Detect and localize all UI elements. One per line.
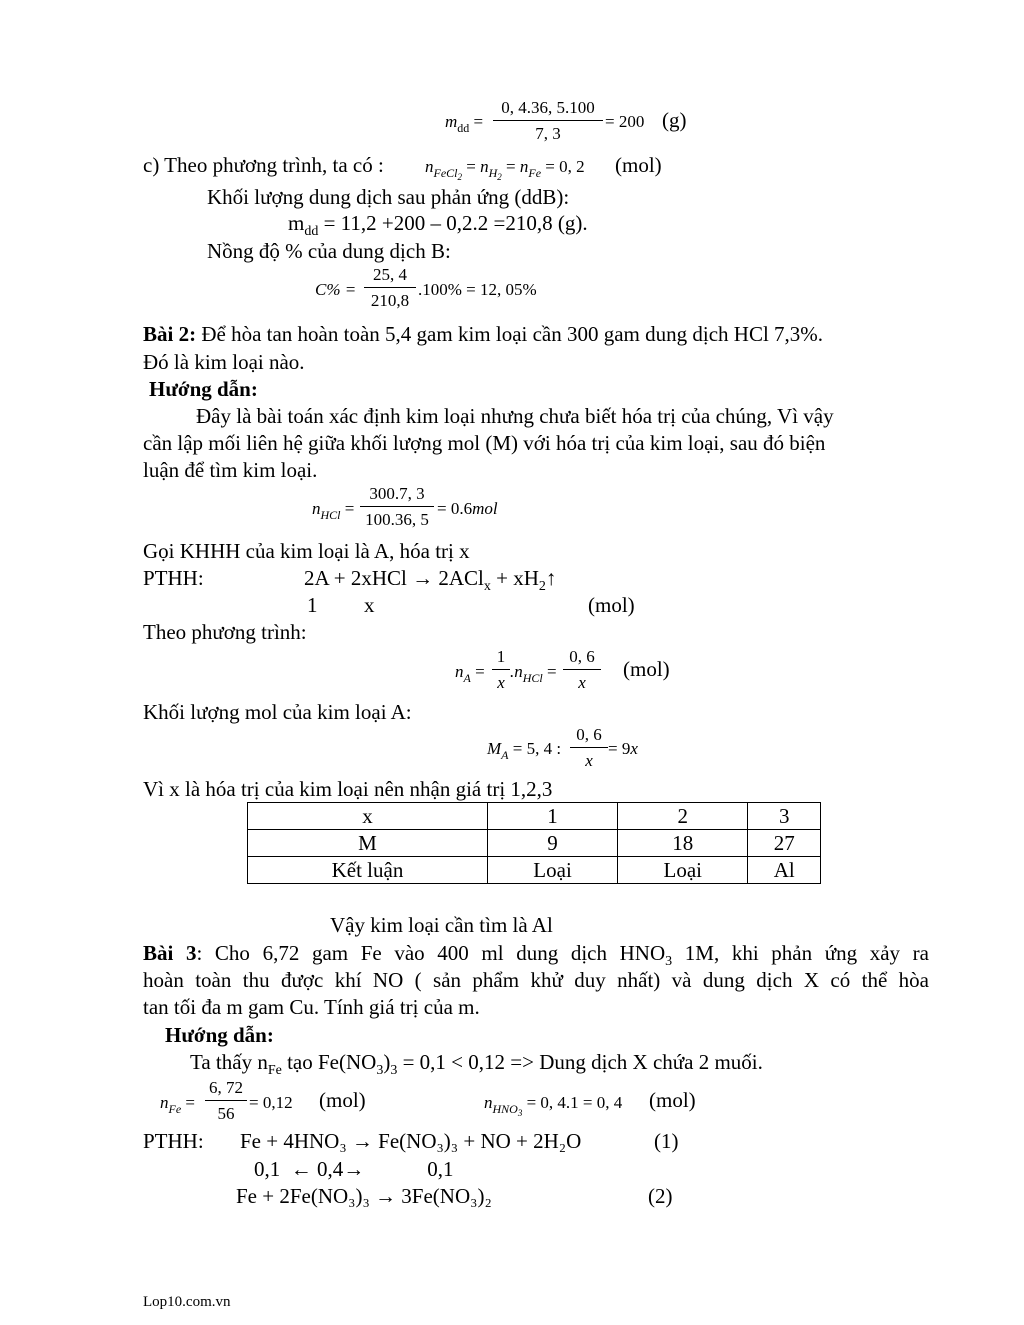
reaction-1-values: 0,1 ← 0,4→ 0,1 (254, 1157, 454, 1181)
ratio-x: x (364, 593, 375, 617)
nhcl-lhs: $n_{HCl}$ = (312, 499, 355, 522)
valence-table (247, 802, 821, 884)
table-cell: 9 (487, 830, 617, 857)
reaction-2-number: (2) (648, 1184, 673, 1208)
na-lhs: $n_A$ = (455, 662, 485, 685)
table-cell: Loại (618, 857, 748, 884)
bai3-line2: hoàn toàn thu được khí NO ( sản phẩm khử duy nhất) và dung dịch X có thể hòa (143, 968, 929, 992)
table-cell: 18 (618, 830, 748, 857)
table-cell: Al (748, 857, 821, 884)
conc-label: Nồng độ % của dung dịch B: (207, 239, 451, 263)
nhno3-lhs: $n_{HNO_3} = 0$, 4.1 = 0, 4 (484, 1093, 623, 1118)
table-row (248, 803, 821, 830)
conc-lhs: C% = (315, 280, 357, 299)
table-cell: x (248, 803, 488, 830)
bai2-para-line3: luận để tìm kim loại. (143, 458, 318, 482)
nfe-rhs: = 0,12 (249, 1093, 293, 1112)
nhno3-unit: (mol) (649, 1088, 696, 1112)
bai2-problem-line2: Đó là kim loại nào. (143, 350, 305, 374)
ratio-unit: (mol) (588, 593, 635, 617)
ratio-1: 1 (307, 593, 318, 617)
bai3-line3: tan tối đa m gam Cu. Tính giá trị của m. (143, 995, 480, 1019)
bai2-molar-label: Khối lượng mol của kim loại A: (143, 700, 412, 724)
bai2-para-line2: cần lập mối liên hệ giữa khối lượng mol (M) với hóa trị của kim loại, sau đó biện (143, 431, 826, 455)
na-mid: $.n_{HCl}$ = (510, 662, 557, 685)
table-cell: M (248, 830, 488, 857)
bai3-note: Ta thấy $n_{Fe}$ tạo $Fe(NO_3)_3 = 0,1 < 0,12$ => Dung dịch X chứa 2 muối. (190, 1050, 763, 1079)
table-cell: 2 (618, 803, 748, 830)
bai2-theo: Theo phương trình: (143, 620, 307, 644)
reaction-1-number: (1) (654, 1129, 679, 1153)
bai3-ptth-label: PTHH: (143, 1129, 204, 1153)
mass-line: $m_{dd} = 11,2 +200 - 0,2.2 =210,8$ (g). (288, 211, 588, 240)
mdd-lhs: $m_{dd}$ = (445, 112, 484, 135)
nfe-lhs: $n_{Fe}$ = (160, 1093, 195, 1116)
na-fraction1: $\frac{1}{x}$ (492, 648, 510, 691)
table-cell: 1 (487, 803, 617, 830)
na-fraction2: $\frac{0, 6}{x}$ (563, 648, 601, 691)
mdd-fraction: $\frac{0, 4.36, 5.100}{7, 3}$ (493, 99, 603, 142)
mass-label: Khối lượng dung dịch sau phản ứng (ddB): (207, 185, 570, 209)
nhcl-fraction: $\frac{300.7, 3}{100.36, 5}$ (360, 485, 434, 528)
part-c-n-equation: $n_{FeCl_2} = n_{H_2} = n_{Fe} = 0$, 2 (425, 157, 585, 182)
part-c-unit: (mol) (615, 153, 662, 177)
nfe-fraction: $\frac{6, 72}{56}$ (205, 1079, 247, 1122)
part-c-intro: c) Theo phương trình, ta có : (143, 153, 384, 177)
table-cell: 27 (748, 830, 821, 857)
conc-rhs: .100% = 12, 05% (418, 280, 537, 299)
bai2-conclusion: Vậy kim loại cần tìm là Al (330, 913, 553, 937)
table-cell: Loại (487, 857, 617, 884)
reaction-2: Fe + 2Fe(NO₃)₃ → 3Fe(NO₃)₂ (236, 1184, 492, 1208)
bai2-valence: Vì x là hóa trị của kim loại nên nhận giá trị 1,2,3 (143, 777, 553, 801)
bai2-para-line1: Đây là bài toán xác định kim loại nhưng chưa biết hóa trị của chúng, Vì vậy (196, 404, 834, 428)
nhcl-rhs: = 0.6mol (437, 499, 498, 518)
mdd-rhs: = 200 (605, 112, 645, 131)
table-row (248, 830, 821, 857)
ma-rhs: = 9x (608, 739, 638, 758)
ma-lhs: $M_A = 5$, 4 : (487, 739, 562, 762)
reaction-1: Fe + 4HNO₃ → Fe(NO₃)₃ + NO + 2H₂O (240, 1129, 582, 1153)
bai3-line1: Bài 3: Cho 6,72 gam Fe vào 400 ml dung dịch $HNO_3$ 1M, khi phản ứng xảy ra (143, 941, 929, 970)
conc-fraction: $\frac{25, 4}{210,8}$ (364, 266, 416, 309)
table-cell: Kết luận (248, 857, 488, 884)
bai2-call: Gọi KHHH của kim loại là A, hóa trị x (143, 539, 470, 563)
bai2-ptth-equation: 2A + 2xHCl → $2ACl_x + xH_2↑$ (304, 566, 557, 595)
nfe-unit: (mol) (319, 1088, 366, 1112)
bai3-guide: Hướng dẫn: (165, 1023, 274, 1047)
footer-site: Lop10.com.vn (143, 1294, 231, 1310)
na-unit: (mol) (623, 657, 670, 681)
table-row (248, 857, 821, 884)
mdd-unit: (g) (662, 108, 687, 132)
table-cell: 3 (748, 803, 821, 830)
bai2-problem-line1: Bài 2: Để hòa tan hoàn toàn 5,4 gam kim loại cần 300 gam dung dịch HCl 7,3%. (143, 322, 824, 346)
ma-fraction: $\frac{0, 6}{x}$ (570, 726, 608, 769)
bai2-guide: Hướng dẫn: (149, 377, 258, 401)
bai2-ptth-label: PTHH: (143, 566, 204, 590)
